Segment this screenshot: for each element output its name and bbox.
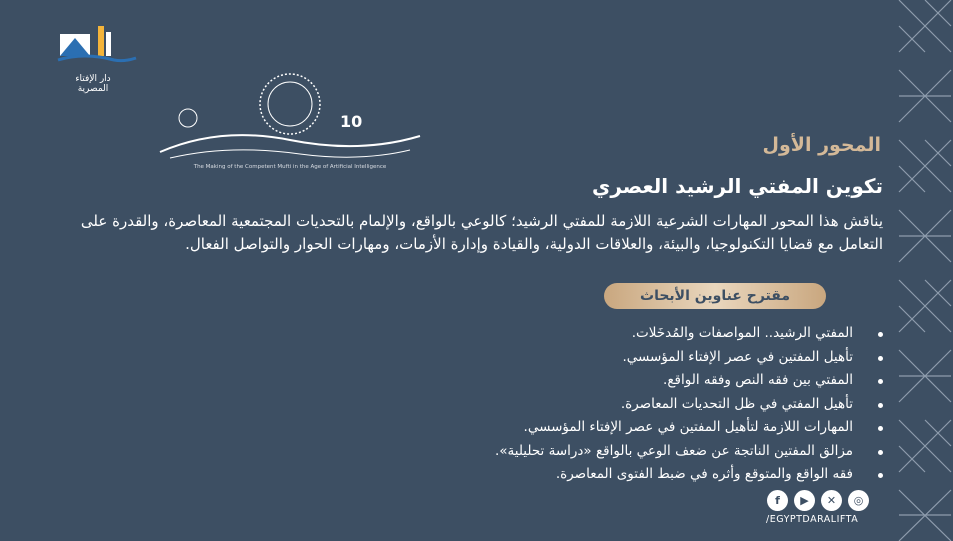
list-item (323, 322, 883, 346)
bullet-icon (878, 403, 883, 408)
instagram-icon[interactable]: ◎ (848, 490, 869, 511)
research-heading: مقترح عناوين الأبحاث (604, 283, 826, 309)
emblem-subtitle: The Making of the Competent Mufti in the Age of Artificial Intelligence (193, 164, 387, 170)
anniversary-badge: 10 (340, 112, 363, 131)
research-list (323, 322, 883, 487)
list-item (323, 393, 883, 417)
youtube-icon[interactable]: ▶ (794, 490, 815, 511)
x-icon[interactable]: ✕ (821, 490, 842, 511)
decorative-pattern (897, 0, 953, 541)
axis-description: يناقش هذا المحور المهارات الشرعية اللازمة للمفتي الرشيد؛ كالوعي بالواقع، والإلمام بالتحديات المجتمعية المعاصرة، والقدرة على التعامل مع قضايا التكنولوجيا، والبيئة، والعلاقات الدولية، والقيادة وإدارة الأزمات، ومهارات الحوار والتواصل الفعال. (80, 212, 883, 253)
list-item (323, 440, 883, 464)
list-item-text: المفتي بين فقه النص وفقه الواقع. (663, 372, 853, 388)
bullet-icon (878, 473, 883, 478)
social-icons (767, 490, 869, 511)
conference-emblem (140, 66, 430, 174)
dar-al-ifta-logo (54, 24, 138, 80)
bullet-icon (878, 426, 883, 431)
social-handle[interactable]: /EGYPTDARALIFTA (766, 514, 859, 525)
list-item-text: فقه الواقع والمتوقع وأثره في ضبط الفتوى المعاصرة. (555, 466, 853, 482)
list-item (323, 463, 883, 487)
axis-title: تكوين المفتي الرشيد العصري (592, 174, 883, 198)
logo-line-2: المصرية (77, 84, 109, 94)
bullet-icon (878, 379, 883, 384)
facebook-icon[interactable]: f (767, 490, 788, 511)
list-item (323, 369, 883, 393)
list-item-text: تأهيل المفتين في عصر الإفتاء المؤسسي. (622, 348, 853, 365)
axis-label: المحور الأول (762, 134, 881, 156)
list-item (323, 346, 883, 370)
list-item (323, 416, 883, 440)
list-item-text: المفتي الرشيد.. المواصفات والمُدخَلات. (631, 325, 853, 341)
bullet-icon (878, 332, 883, 337)
list-item-text: المهارات اللازمة لتأهيل المفتين في عصر الإفتاء المؤسسي. (523, 419, 853, 435)
logo-line-1: دار الإفتاء (75, 74, 111, 84)
list-item-text: مزالق المفتين الناتجة عن ضعف الوعي بالواقع «دراسة تحليلية». (494, 442, 853, 459)
list-item-text: تأهيل المفتي في ظل التحديات المعاصرة. (620, 395, 853, 412)
logo-text (60, 74, 126, 94)
bullet-icon (878, 356, 883, 361)
bullet-icon (878, 450, 883, 455)
